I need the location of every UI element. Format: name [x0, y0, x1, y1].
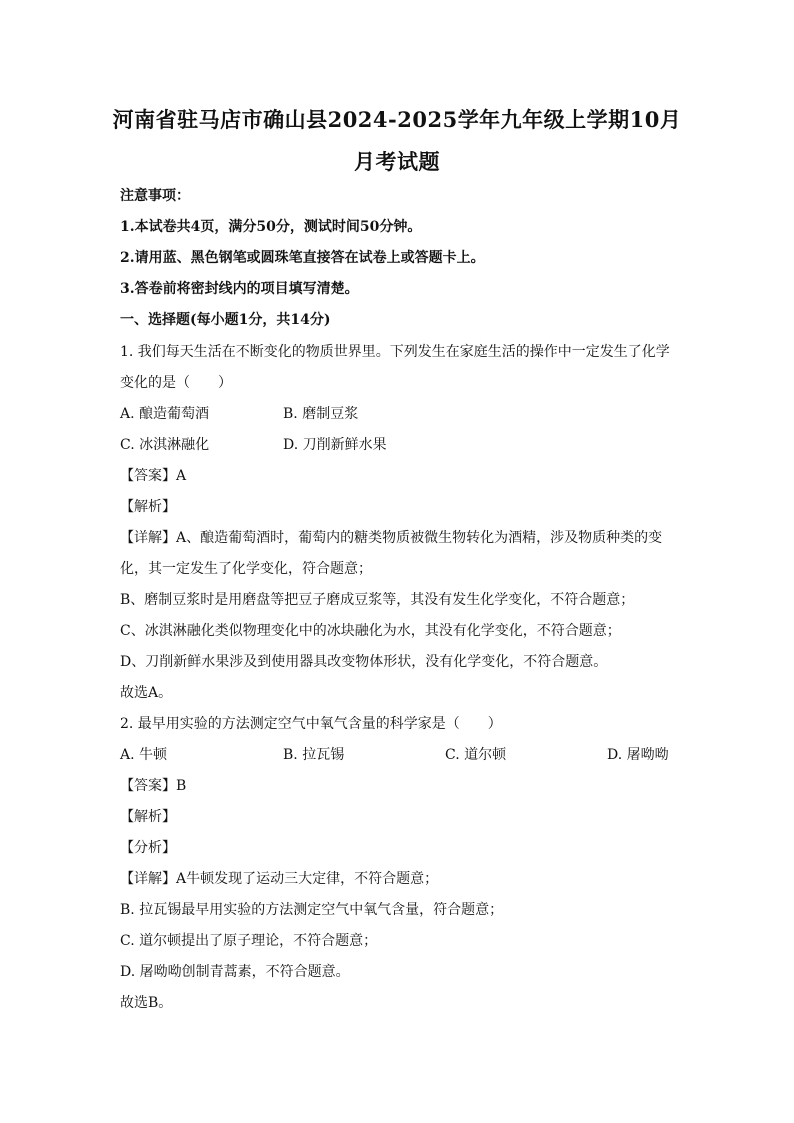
- notice-item: 2.请用蓝、黑色钢笔或圆珠笔直接答在试卷上或答题卡上。: [120, 250, 485, 266]
- q2-conclusion: 故选B。: [120, 995, 173, 1011]
- notice-heading: 注意事项：: [120, 188, 190, 204]
- q2-option-c: C. 道尔顿: [445, 747, 507, 763]
- q2-stem: 2. 最早用实验的方法测定空气中氧气含量的科学家是（ ）: [120, 716, 502, 732]
- q1-option-b: B. 磨制豆浆: [283, 406, 359, 422]
- q1-explanation-line: B、磨制豆浆时是用磨盘等把豆子磨成豆浆等，其没有发生化学变化，不符合题意；: [120, 592, 635, 608]
- q2-explanation-line: C. 道尔顿提出了原子理论，不符合题意；: [120, 933, 378, 949]
- q2-explanation-line: 【详解】A牛顿发现了运动三大定律，不符合题意；: [120, 871, 439, 887]
- q1-explanation-line: 【详解】A、酿造葡萄酒时，葡萄内的糖类物质被微生物转化为酒精，涉及物质种类的变: [120, 530, 663, 546]
- q2-explanation-line: B. 拉瓦锡最早用实验的方法测定空气中氧气含量，符合题意；: [120, 902, 504, 918]
- q2-analysis-label: 【解析】: [120, 809, 176, 825]
- notice-item: 3.答卷前将密封线内的项目填写清楚。: [120, 281, 359, 297]
- q2-fenxi-label: 【分析】: [120, 840, 176, 856]
- q1-conclusion: 故选A。: [120, 685, 173, 701]
- q2-option-d: D. 屠呦呦: [607, 747, 669, 763]
- q2-option-b: B. 拉瓦锡: [283, 747, 345, 763]
- section-heading: 一、选择题(每小题1分，共14分): [120, 312, 331, 328]
- document-title-line2: 月考试题: [354, 149, 440, 174]
- q1-answer: 【答案】A: [120, 468, 187, 484]
- q2-option-a: A. 牛顿: [120, 747, 168, 763]
- q1-explanation-line: C、冰淇淋融化类似物理变化中的冰块融化为水，其没有化学变化，不符合题意；: [120, 623, 621, 639]
- q2-answer: 【答案】B: [120, 778, 187, 794]
- notice-item: 1.本试卷共4页，满分50分，测试时间50分钟。: [120, 219, 422, 235]
- q1-stem-line1: 1. 我们每天生活在不断变化的物质世界里。下列发生在家庭生活的操作中一定发生了化学: [120, 344, 670, 360]
- q1-option-c: C. 冰淇淋融化: [120, 437, 210, 453]
- q1-option-a: A. 酿造葡萄酒: [120, 406, 210, 422]
- q1-explanation-line: 化，其一定发生了化学变化，符合题意；: [120, 561, 372, 577]
- document-title-line1: 河南省驻马店市确山县2024-2025学年九年级上学期10月: [112, 107, 682, 132]
- q1-stem-line2: 变化的是（ ）: [120, 375, 232, 391]
- q1-analysis-label: 【解析】: [120, 499, 176, 515]
- q2-explanation-line: D. 屠呦呦创制青蒿素，不符合题意。: [120, 964, 350, 980]
- q1-explanation-line: D、刀削新鲜水果涉及到使用器具改变物体形状，没有化学变化，不符合题意。: [120, 654, 608, 670]
- q1-option-d: D. 刀削新鲜水果: [283, 437, 387, 453]
